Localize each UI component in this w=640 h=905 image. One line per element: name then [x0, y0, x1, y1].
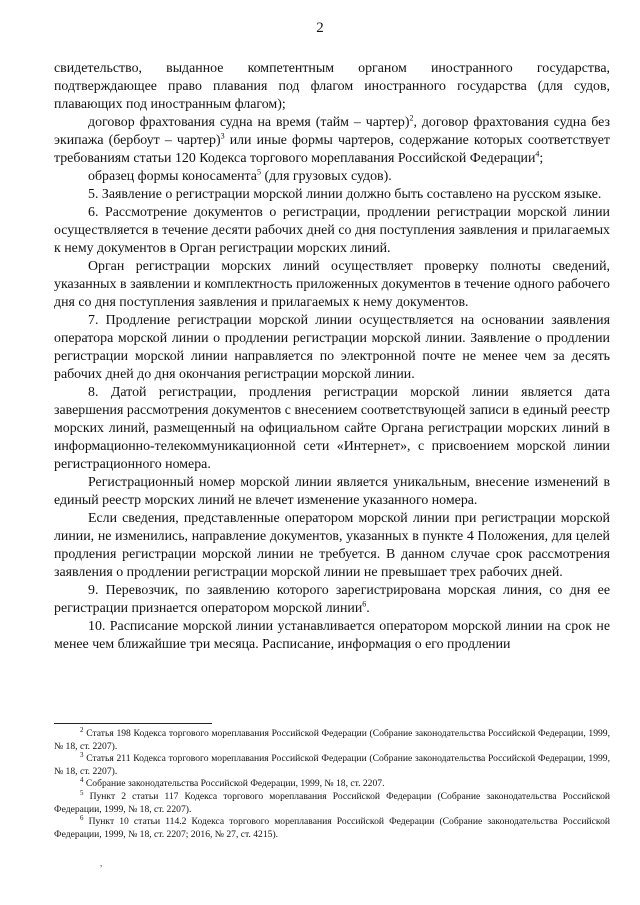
footnote-number: 3	[80, 751, 84, 759]
paragraph-charter-contracts	[54, 114, 610, 168]
footnote-text: Статья 211 Кодекса торгового мореплавания Российской Федерации (Собрание законодательства Российской Федерации, 1999, № 18, ст. 2207).	[54, 753, 610, 777]
charter-text-after: или иные формы чартеров, содержание которых соответствует требованиям статьи 120 Кодекса торгового мореплавания Российской Федерации	[54, 133, 610, 166]
bill-of-lading-text-end: (для грузовых судов).	[260, 169, 392, 184]
footnote-ref-3: 3	[220, 131, 225, 141]
paragraph-item-9	[54, 582, 610, 618]
carrier-text: 9. Перевозчик, по заявлению которого зарегистрирована морская линия, со дня ее регистрации признается оператором морской линии	[54, 583, 610, 616]
footnote-5	[54, 788, 611, 816]
paragraph-registration-number: Регистрационный номер морской линии является уникальным, внесение изменений в единый реестр морских линий не влечет изменение указанного номера.	[54, 475, 610, 508]
charter-text-end: ;	[539, 151, 544, 166]
footnote-text: Собрание законодательства Российской Федерации, 1999, № 18, ст. 2207.	[85, 778, 385, 790]
footnote-text: Пункт 2 статьи 117 Кодекса торгового мореплавания Российской Федерации (Собрание законодательства Российской Федерации, 1999, № 18, ст. 2207).	[54, 790, 611, 815]
paragraph-item-5: 5. Заявление о регистрации морской линии должно быть составлено на русском языке.	[88, 187, 602, 202]
footnote-ref-5: 5	[256, 167, 261, 177]
footnote-text: Пункт 10 статьи 114.2 Кодекса торгового мореплавания Российской Федерации (Собрание законодательства Российской Федерации, 1999, № 18, ст. 2207; 2016, № 27, ст. 4215).	[54, 816, 610, 840]
footnote-3	[54, 753, 610, 778]
footnote-ref-6: 6	[362, 599, 367, 609]
page-number: 2	[316, 20, 324, 36]
footnote-separator	[54, 723, 212, 724]
paragraph-completeness-check: Орган регистрации морских линий осуществляет проверку полноты сведений, указанных в заявлении и комплектность приложенных документов в течение одного рабочего дня со дня поступления заявления и прилагаемых к нему документов.	[54, 259, 610, 310]
paragraph-item-6: 6. Рассмотрение документов о регистрации, продлении регистрации морской линии осуществляется в течение десяти рабочих дней со дня поступления заявления и прилагаемых к нему документов в Орган регистрации морских линий.	[54, 205, 610, 256]
paragraph-item-7: 7. Продление регистрации морской линии осуществляется на основании заявления оператора морской линии о продлении регистрации морской линии. Заявление о продлении регистрации морской линии направляется по электронной почте не менее чем за десять рабочих дней до дня окончания регистрации морской линии.	[54, 313, 610, 382]
document-body	[54, 60, 610, 654]
scan-speck: ,	[100, 858, 103, 868]
footnote-4	[54, 778, 610, 791]
paragraph-unchanged-info: Если сведения, представленные оператором морской линии при регистрации морской линии, не изменились, направление документов, указанных в пункте 4 Положения, для целей продления регистрации морской линии не требуется. В данном случае срок рассмотрения заявления о продлении регистрации морской линии не превышает трех рабочих дней.	[54, 511, 610, 580]
footnote-ref-2: 2	[409, 113, 414, 123]
paragraph-item-10: 10. Расписание морской линии устанавливается оператором морской линии на срок не менее чем ближайшие три месяца. Расписание, информация о его продлении	[54, 619, 610, 652]
footnote-text: Статья 198 Кодекса торгового мореплавания Российской Федерации (Собрание законодательства Российской Федерации, 1999, № 18, ст. 2207).	[54, 728, 610, 752]
footnote-number: 4	[80, 776, 84, 785]
footnote-number: 6	[80, 813, 84, 822]
carrier-text-end: .	[366, 601, 370, 616]
charter-text-middle: , договор фрахтования судна без экипажа (бербоут – чартер)	[54, 115, 610, 148]
paragraph-bill-of-lading	[54, 168, 610, 186]
footnote-number: 2	[80, 725, 84, 734]
charter-text-start: договор фрахтования судна на время (тайм – чартер)	[88, 115, 410, 130]
footnote-6	[54, 813, 610, 841]
bill-of-lading-text: образец формы коносамента	[88, 169, 257, 184]
footnotes-section	[54, 725, 611, 841]
paragraph-item-8: 8. Датой регистрации, продления регистрации морской линии является дата завершения рассмотрения документов с внесением соответствующей записи в единый реестр морских линий, размещенный на официальном сайте Органа регистрации морских линий в информационно-телекоммуникационной сети «Интернет», с присвоением морской линии регистрационного номера.	[54, 385, 610, 472]
footnote-2	[54, 725, 610, 753]
paragraph-certificate: свидетельство, выданное компетентным органом иностранного государства, подтверждающее право плавания под флагом иностранного государства (для судов, плавающих под иностранным флагом);	[54, 61, 610, 112]
footnote-number: 5	[80, 788, 84, 797]
footnote-ref-4: 4	[535, 149, 540, 159]
